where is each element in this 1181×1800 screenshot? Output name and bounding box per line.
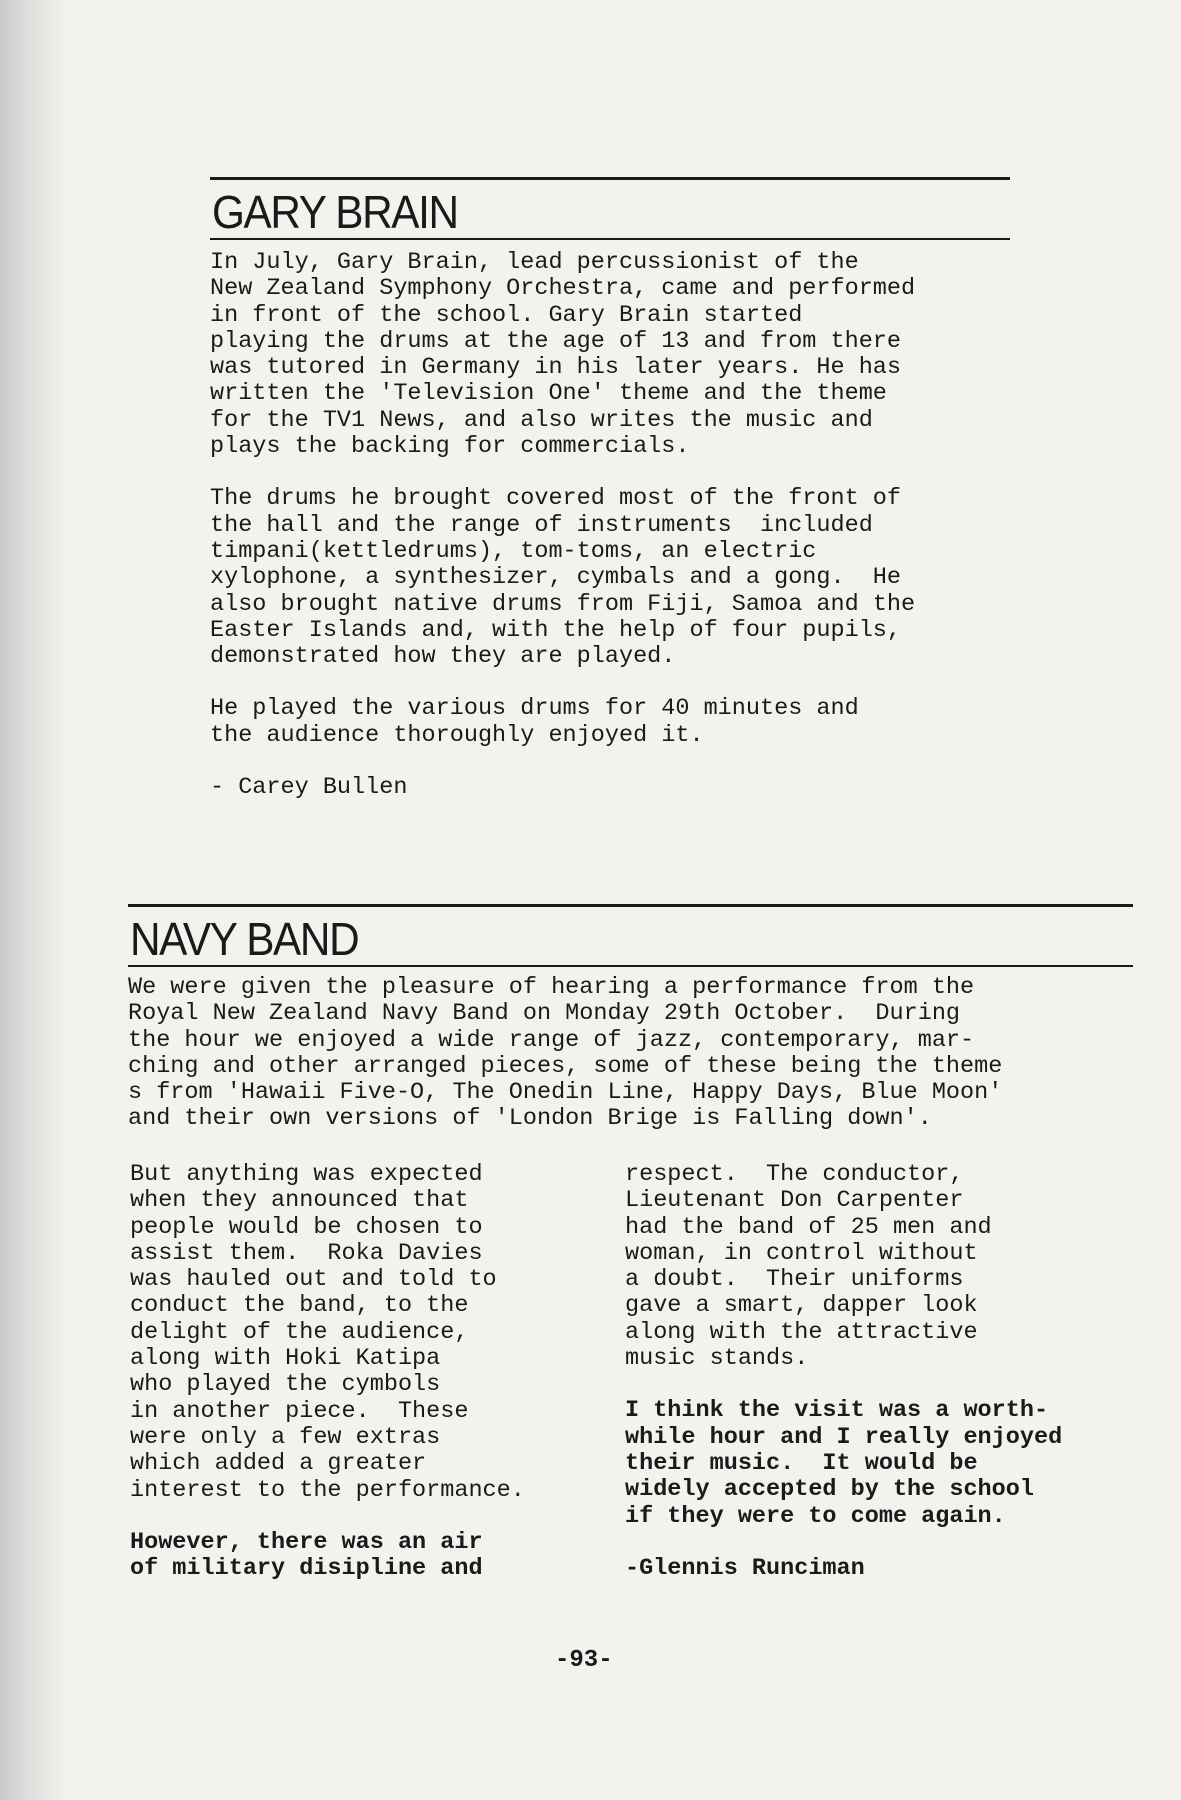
gary-brain-top-rule [210, 177, 1010, 180]
navy-band-right-paragraph-1: respect. The conductor, Lieutenant Don Carpenter had the band of 25 men and woman, in control without a doubt. Their uniforms gave a smart, dapper look along with the attractive music stands. [625, 1161, 992, 1373]
navy-band-left-paragraph-1: But anything was expected when they announced that people would be chosen to assist them. Roka Davies was hauled out and told to conduct the band, to the delight of the audience, along with Hoki Katipa who played the cymbols in another piece. These were only a few extras which added a greater interest to the performance. [130, 1161, 525, 1504]
navy-band-left-column [130, 1162, 590, 1582]
navy-band-intro: We were given the pleasure of hearing a performance from the Royal New Zealand Navy Band on Monday 29th October. During the hour we enjoyed a wide range of jazz, contemporary, mar- ching and other arranged pieces, some of these being the theme s from 'Hawaii Five-O, The Onedin Line, Happy Days, Blue Moon' and their own versions of 'London Brige is Falling down'. [128, 974, 1003, 1133]
page-binding-shadow [0, 0, 70, 1800]
navy-band-top-rule [128, 904, 1133, 907]
gary-brain-bottom-rule [210, 238, 1010, 240]
page-number: -93- [555, 1647, 613, 1674]
navy-band-bottom-rule [128, 965, 1133, 967]
gary-brain-article [210, 177, 1010, 801]
gary-brain-byline: - Carey Bullen [210, 774, 408, 802]
navy-band-left-paragraph-2: However, there was an air of military disipline and [130, 1528, 483, 1583]
navy-band-right-paragraph-2: I think the visit was a worth- while hour and I really enjoyed their music. It would be widely accepted by the school if they were to come again. [625, 1397, 1063, 1530]
navy-band-byline: -Glennis Runciman [625, 1554, 865, 1582]
navy-band-article [128, 904, 1133, 1133]
gary-brain-paragraph-3: He played the various drums for 40 minutes and the audience thoroughly enjoyed it. [210, 695, 859, 749]
gary-brain-paragraph-1: In July, Gary Brain, lead percussionist of the New Zealand Symphony Orchestra, came and performed in front of the school. Gary Brain started playing the drums at the age of 13 and from there was tutored in Germany in his later years. He has written the 'Television One' theme and the theme for the TV1 News, and also writes the music and plays the backing for commercials. [210, 249, 916, 461]
navy-band-right-column [625, 1162, 1125, 1582]
gary-brain-heading: GARY BRAIN [212, 186, 458, 238]
navy-band-heading: NAVY BAND [130, 913, 359, 965]
gary-brain-paragraph-2: The drums he brought covered most of the front of the hall and the range of instruments included timpani(kettledrums), tom-toms, an electric xylophone, a synthesizer, cymbals and a gong. He also brought native drums from Fiji, Samoa and the Easter Islands and, with the help of four pupils, demonstrated how they are played. [210, 485, 916, 671]
